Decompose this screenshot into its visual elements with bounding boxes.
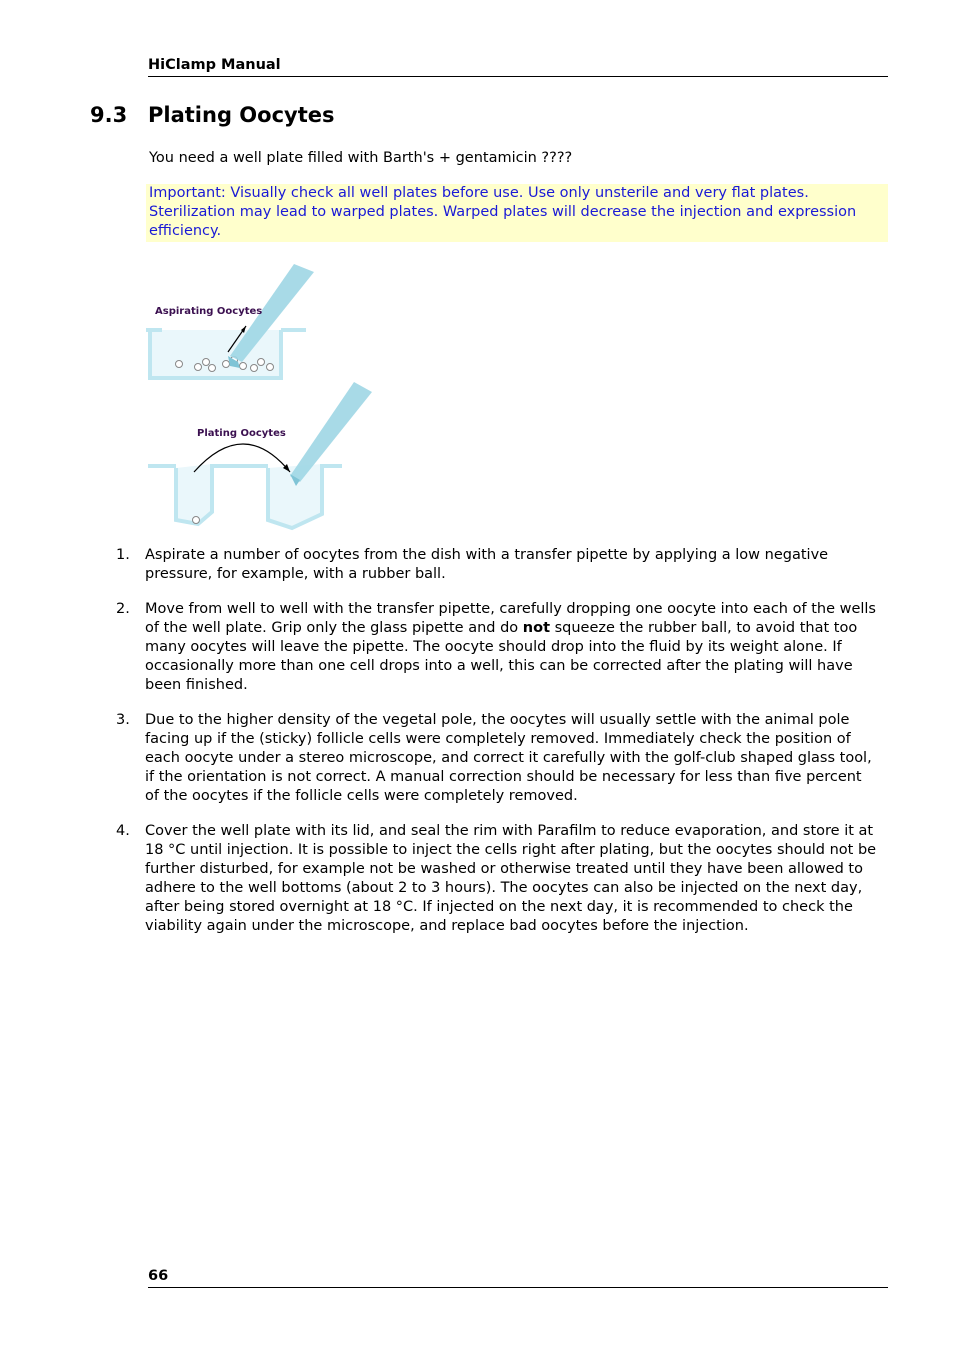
important-note: Important: Visually check all well plates before use. Use only unsterile and very flat plates. Sterilization may lead to warped plates. Warped plates will decrease the injection and expression efficiency. bbox=[146, 184, 888, 242]
list-item bbox=[0, 711, 879, 806]
aspirating-label: Aspirating Oocytes bbox=[155, 306, 263, 317]
step-text: Cover the well plate with its lid, and seal the rim with Parafilm to reduce evaporation, and store it at 18 °C until injection. It is possible to inject the cells right after plating, but the oocytes should not be further disturbed, for example not be washed or otherwise treated until they have been allowed to adhere to the well bottoms (about 2 to 3 hours). The oocytes can also be injected on the next day, after being stored overnight at 18 °C. If injected on the next day, it is recommended to check the viability again under the microscope, and replace bad oocytes before the injection. bbox=[145, 823, 877, 934]
section-heading bbox=[90, 103, 335, 127]
step-text: Move from well to well with the transfer pipette, carefully dropping one oocyte into each of the wells of the well plate. Grip only the glass pipette and do bbox=[145, 601, 876, 636]
list-item bbox=[0, 600, 879, 695]
intro-paragraph: You need a well plate filled with Barth's + gentamicin ???? bbox=[149, 150, 573, 166]
step-number: 2. bbox=[116, 601, 130, 617]
plating-panel bbox=[148, 382, 372, 528]
plating-label: Plating Oocytes bbox=[197, 428, 286, 439]
page-number: 66 bbox=[148, 1268, 888, 1288]
step-text: Due to the higher density of the vegetal pole, the oocytes will usually settle with the animal pole facing up if the (sticky) follicle cells were completely removed. Immediately check the position of each oocyte under a stereo microscope, and correct it carefully with the golf-club shaped glass tool, if the orientation is not correct. A manual correction should be necessary for less than five percent of the oocytes if the follicle cells were completely removed. bbox=[145, 712, 872, 804]
section-title: Plating Oocytes bbox=[148, 103, 335, 127]
step-number: 4. bbox=[116, 823, 130, 839]
list-item bbox=[0, 546, 879, 584]
section-number: 9.3 bbox=[90, 103, 128, 127]
step-text: Aspirate a number of oocytes from the dish with a transfer pipette by applying a low negative pressure, for example, with a rubber ball. bbox=[145, 547, 829, 582]
running-header: HiClamp Manual bbox=[148, 57, 888, 77]
procedure-steps bbox=[0, 546, 880, 952]
plating-illustration bbox=[146, 258, 376, 534]
list-item bbox=[0, 822, 879, 936]
aspirating-panel bbox=[146, 264, 314, 378]
step-number: 3. bbox=[116, 712, 130, 728]
step-text: squeeze the rubber ball, to avoid that too many oocytes will leave the pipette. The oocyte should drop into the fluid by its weight alone. If occasionally more than one cell drops into a well, this can be corrected after the plating will have been finished. bbox=[145, 620, 858, 693]
emphasis-not: not bbox=[522, 620, 550, 636]
step-number: 1. bbox=[116, 547, 130, 563]
